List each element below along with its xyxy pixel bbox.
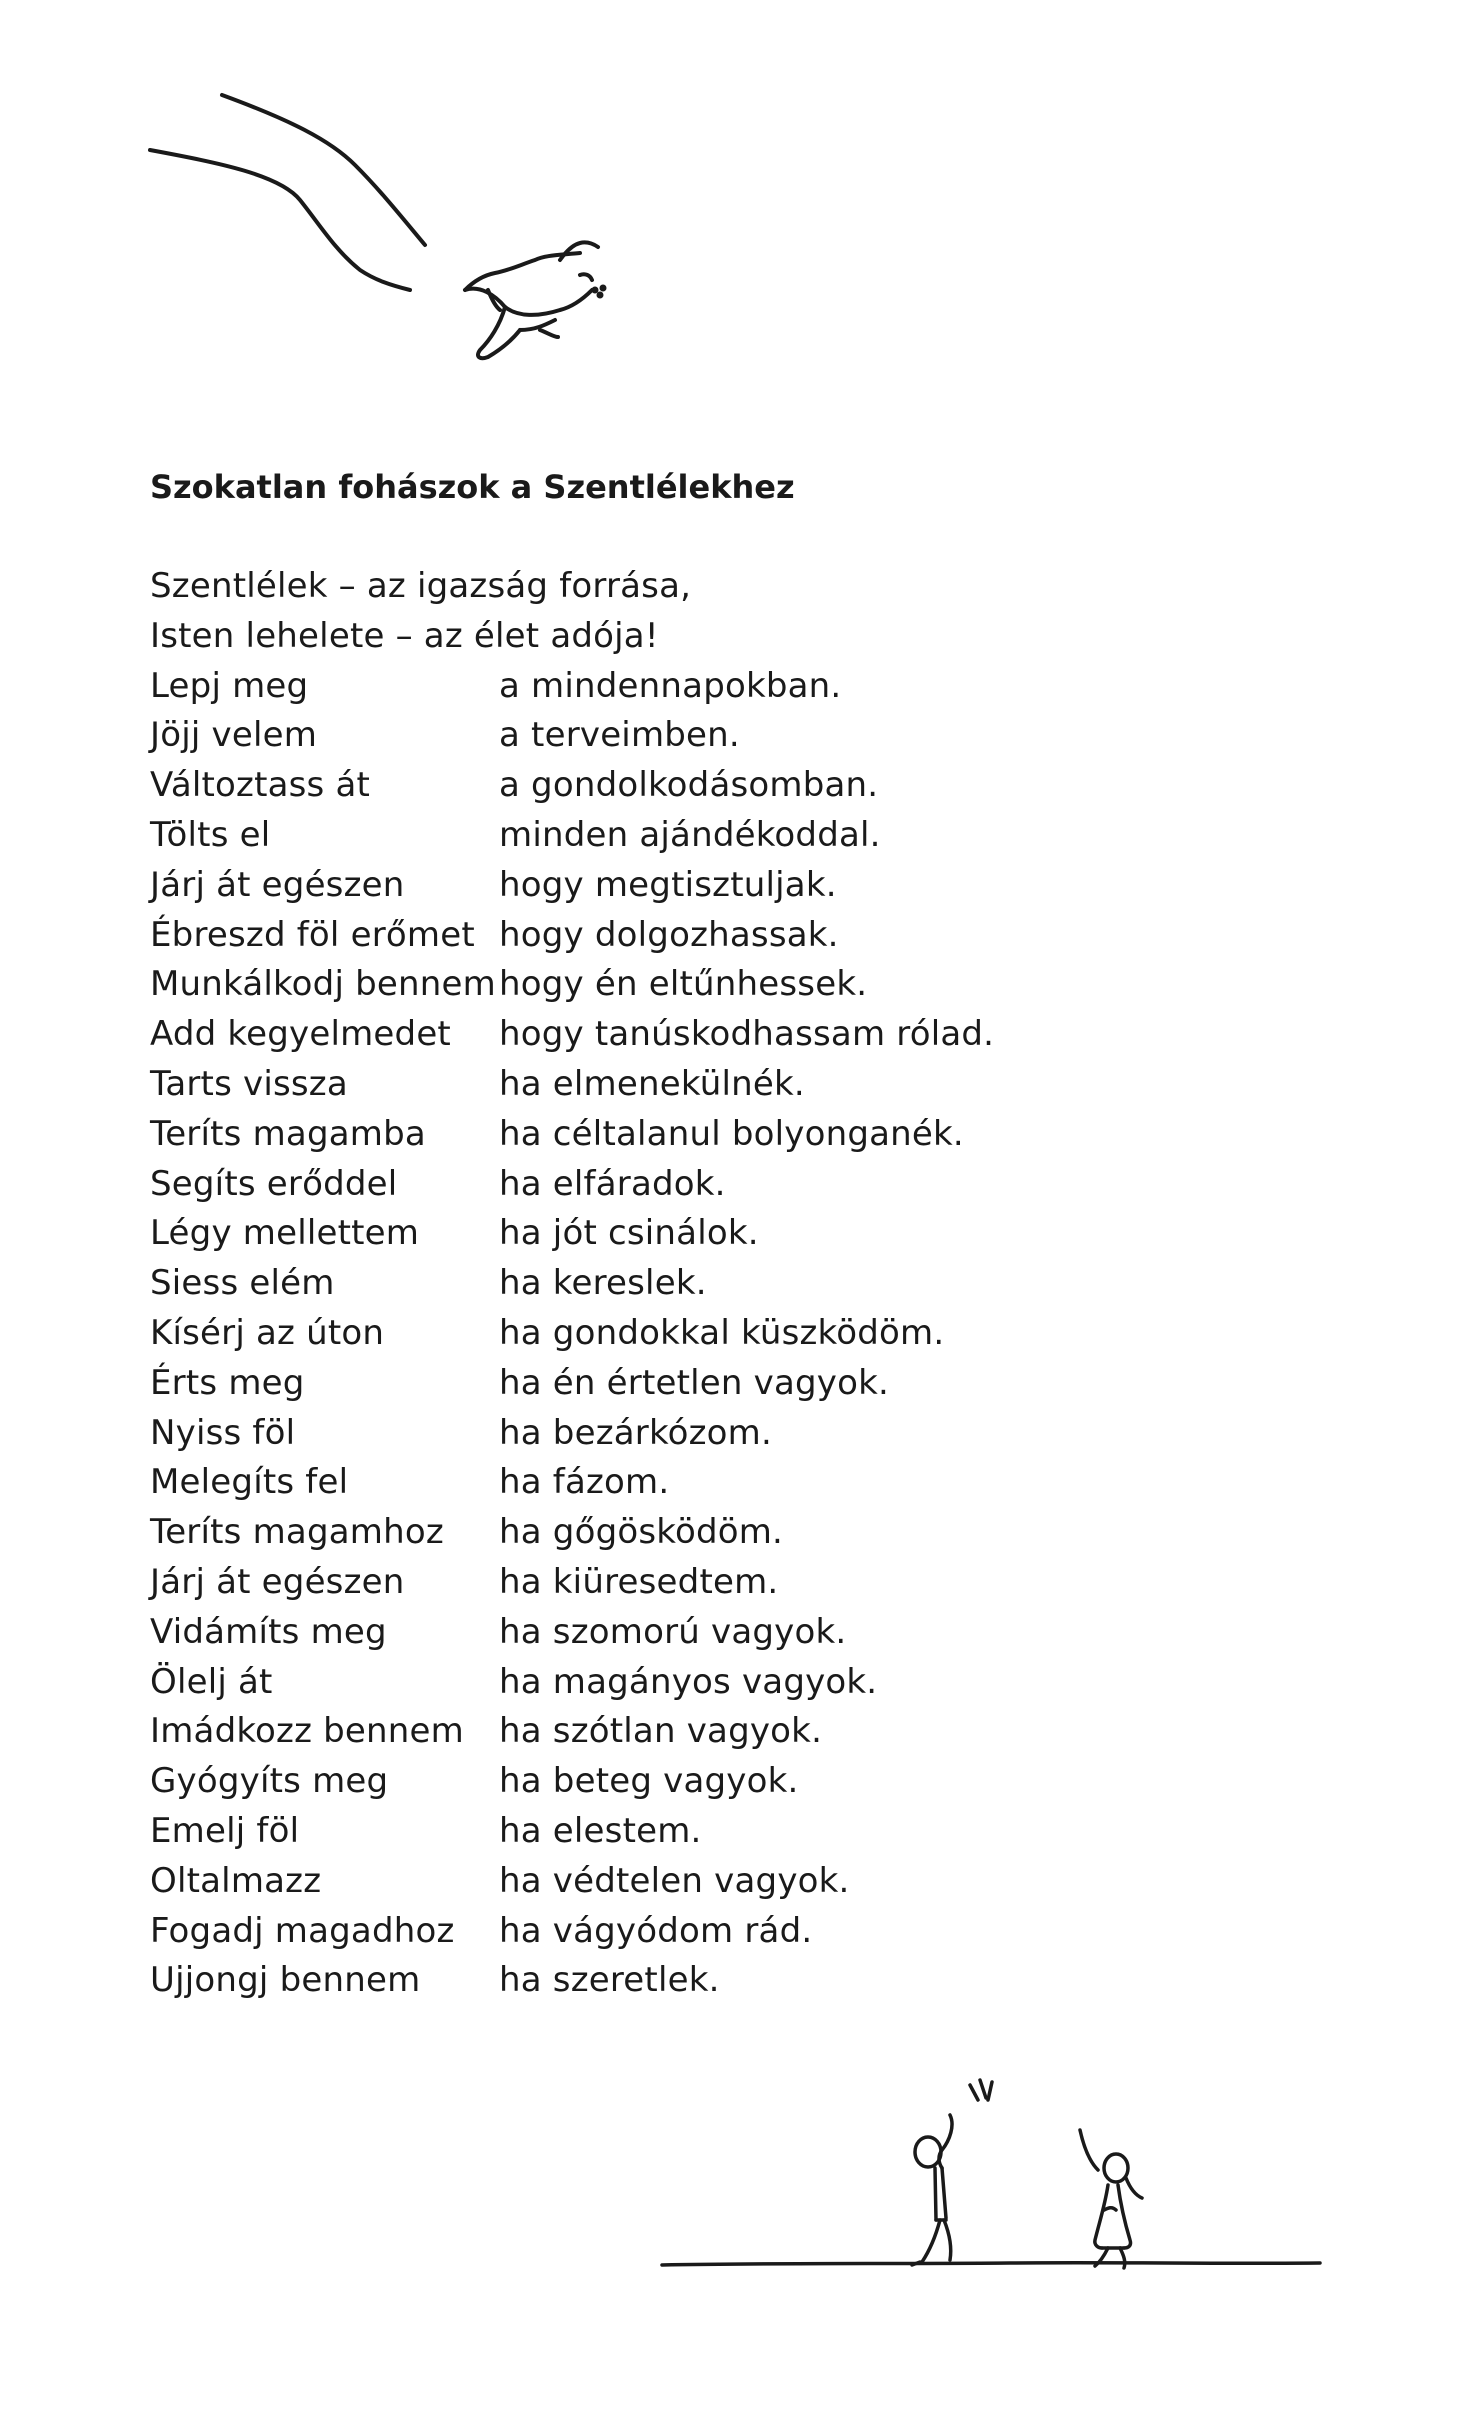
prayer-rest: ha gőgösködöm. — [499, 1512, 784, 1553]
prayer-rest: hogy én eltűnhessek. — [499, 964, 868, 1005]
prayer-line — [150, 1658, 1350, 1708]
prayer-rest: ha én értetlen vagyok. — [499, 1362, 890, 1403]
prayer-verb: Ujjongj bennem — [150, 1960, 421, 2001]
prayer-line — [150, 811, 1350, 861]
prayer-rest: ha céltalanul bolyonganék. — [499, 1113, 964, 1154]
prayer-verb: Érts meg — [150, 1362, 305, 1403]
prayer-rest: ha védtelen vagyok. — [499, 1860, 850, 1901]
prayer-line — [150, 1608, 1350, 1658]
hand-releasing-dove-illustration — [140, 85, 640, 405]
prayer-line — [150, 711, 1350, 761]
prayer-line — [150, 1160, 1350, 1210]
prayer-rest: a gondolkodásomban. — [499, 765, 879, 806]
prayer-line — [150, 1309, 1350, 1359]
prayer-rest: ha jót csinálok. — [499, 1213, 759, 1254]
prayer-verb: Fogadj magadhoz — [150, 1910, 455, 1951]
prayer-rest: hogy dolgozhassak. — [499, 914, 839, 955]
prayer-rest: minden ajándékoddal. — [499, 814, 881, 855]
prayer-line — [150, 1110, 1350, 1160]
prayer-rest: ha kiüresedtem. — [499, 1561, 779, 1602]
prayer-rest: ha fázom. — [499, 1462, 670, 1503]
man-figure-icon — [912, 2080, 992, 2265]
prayer-line — [150, 662, 1350, 712]
ground-line — [662, 2263, 1320, 2265]
prayer-rest: ha gondokkal küszködöm. — [499, 1312, 945, 1353]
prayer-line — [150, 1359, 1350, 1409]
prayer-line — [150, 1907, 1350, 1957]
prayer-verb: Emelj föl — [150, 1810, 300, 1851]
prayer-rest: ha kereslek. — [499, 1263, 707, 1304]
poem-title: Szokatlan fohászok a Szentlélekhez — [150, 468, 795, 506]
woman-figure-icon — [1080, 2130, 1142, 2268]
prayer-line — [150, 1209, 1350, 1259]
prayer-rest: a mindennapokban. — [499, 665, 842, 706]
prayer-verb: Add kegyelmedet — [150, 1014, 451, 1055]
prayer-verb: Járj át egészen — [150, 1561, 405, 1602]
intro-line: Isten lehelete – az élet adója! — [150, 615, 659, 656]
prayer-verb: Kísérj az úton — [150, 1312, 385, 1353]
prayer-verb: Változtass át — [150, 765, 371, 806]
prayer-line — [150, 1558, 1350, 1608]
dove-icon — [465, 242, 605, 358]
prayer-verb: Siess elém — [150, 1263, 335, 1304]
prayer-line — [150, 1956, 1350, 2006]
sleeve-icon — [150, 95, 425, 290]
poem — [150, 462, 1350, 2006]
prayer-line — [150, 1409, 1350, 1459]
prayer-verb: Melegíts fel — [150, 1462, 349, 1503]
prayer-rest: ha vágyódom rád. — [499, 1910, 813, 1951]
two-figures-illustration — [650, 2070, 1340, 2310]
prayer-rest: ha szótlan vagyok. — [499, 1711, 823, 1752]
prayer-line — [150, 1508, 1350, 1558]
prayer-line — [150, 1259, 1350, 1309]
prayer-rest: hogy tanúskodhassam rólad. — [499, 1014, 995, 1055]
prayer-verb: Vidámíts meg — [150, 1611, 387, 1652]
prayer-line — [150, 911, 1350, 961]
prayer-line — [150, 1010, 1350, 1060]
prayer-rest: ha elestem. — [499, 1810, 702, 1851]
prayer-verb: Tarts vissza — [150, 1063, 348, 1104]
prayer-verb: Tölts el — [150, 814, 271, 855]
prayer-rest: ha bezárkózom. — [499, 1412, 773, 1453]
prayer-rest: a terveimben. — [499, 715, 740, 756]
prayer-rest: ha elfáradok. — [499, 1163, 726, 1204]
prayer-rest: ha szomorú vagyok. — [499, 1611, 847, 1652]
prayer-verb: Ölelj át — [150, 1661, 273, 1702]
prayer-verb: Segíts erőddel — [150, 1163, 398, 1204]
prayer-verb: Teríts magamhoz — [150, 1512, 444, 1553]
prayer-line — [150, 1458, 1350, 1508]
prayer-verb: Imádkozz bennem — [150, 1711, 464, 1752]
prayer-verb: Oltalmazz — [150, 1860, 322, 1901]
prayer-rest: ha szeretlek. — [499, 1960, 720, 2001]
prayer-line — [150, 1060, 1350, 1110]
intro-line: Szentlélek – az igazság forrása, — [150, 566, 692, 606]
prayer-verb: Lepj meg — [150, 665, 309, 706]
prayer-line — [150, 761, 1350, 811]
prayer-verb: Járj át egészen — [150, 864, 405, 905]
prayer-verb: Ébreszd föl erőmet — [150, 914, 475, 955]
prayer-rest: ha beteg vagyok. — [499, 1761, 799, 1802]
prayer-rest: ha elmenekülnék. — [499, 1063, 805, 1104]
prayer-line — [150, 1807, 1350, 1857]
prayer-verb: Nyiss föl — [150, 1412, 296, 1453]
prayer-verb: Teríts magamba — [150, 1113, 426, 1154]
prayer-line — [150, 861, 1350, 911]
prayer-line — [150, 960, 1350, 1010]
prayer-line — [150, 1707, 1350, 1757]
prayer-verb: Légy mellettem — [150, 1213, 420, 1254]
prayer-verb: Jöjj velem — [150, 715, 318, 756]
prayer-line — [150, 1757, 1350, 1807]
prayer-rest: hogy megtisztuljak. — [499, 864, 837, 905]
prayer-verb: Munkálkodj bennem — [150, 964, 496, 1005]
prayer-rest: ha magányos vagyok. — [499, 1661, 878, 1702]
prayer-verb: Gyógyíts meg — [150, 1761, 389, 1802]
prayer-line — [150, 1857, 1350, 1907]
